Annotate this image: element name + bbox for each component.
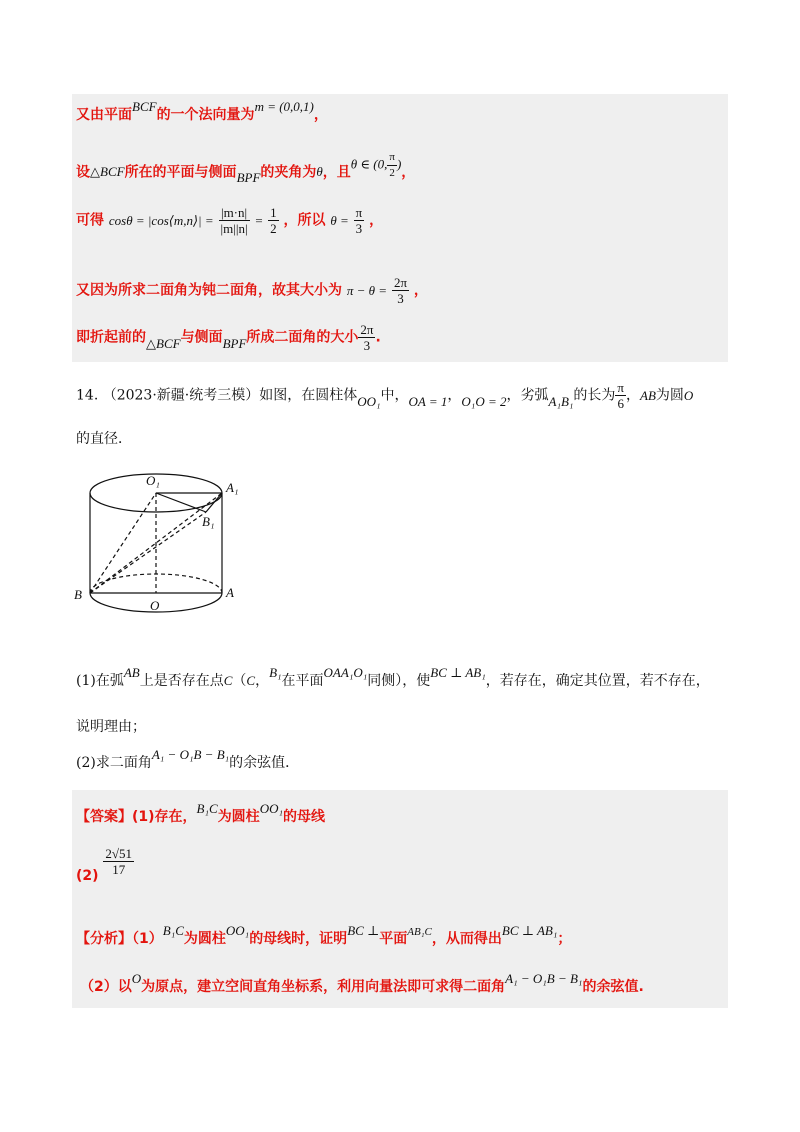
math-cos-theta: cosθ = |cos⟨m,n⟩| = xyxy=(108,212,214,228)
question-1-continued: 说明理由； xyxy=(76,719,146,735)
segment-o1-b1 xyxy=(156,493,206,512)
label-o1: O₁ xyxy=(146,473,160,488)
cylinder-figure xyxy=(70,462,250,638)
math-fraction-half: $\frac{1}{2}$ xyxy=(270,205,277,236)
math-normal-vector: m = (0,0,1) xyxy=(254,99,314,114)
segment-b-o1 xyxy=(90,493,156,593)
math-fraction-answer: $\frac{2√51}{17}$ xyxy=(105,846,133,877)
math-theta-range: θ ∈ (0, $\frac{\pi}{2}$ ) xyxy=(350,151,402,179)
solution-line-5: 即折起前的△BCF与侧面BPF所成二面角的大小 $\frac{2\pi}{3}$ . xyxy=(76,322,381,353)
solution-line-3: 可得 cosθ = |cos⟨m,n⟩| = $\frac{|m\cdot n|}{|m||n|}$ = $\frac{1}{2}$ ，所以 θ = $\frac{\pi}{3}$ ， xyxy=(76,205,384,236)
math-fraction-2pi-3b: $\frac{2\pi}{3}$ xyxy=(360,322,374,353)
answer-line-2: (2) $\frac{2√51}{17}$ xyxy=(76,846,133,884)
math-fraction-pi-3: $\frac{\pi}{3}$ xyxy=(355,205,363,236)
label-b1: B₁ xyxy=(202,514,215,529)
analysis-line-2: （2）以O为原点，建立空间直角坐标系，利用向量法即可求得二面角A₁ − O₁B − B₁的余弦值. xyxy=(80,971,644,995)
bottom-ellipse-back xyxy=(90,574,222,593)
solution-line-4: 又因为所求二面角为钝二面角，故其大小为 π − θ = $\frac{2\pi}{3}$ ， xyxy=(76,275,428,306)
solution-line-2: 设△BCF所在的平面与侧面BPF的夹角为θ，且θ ∈ (0, $\frac{\pi}{2}$ )， xyxy=(76,151,416,186)
segment-a1-b1 xyxy=(206,493,222,512)
label-a1: A₁ xyxy=(226,480,239,495)
problem-14-line-1: 14. （2023·新疆·统考三模）如图，在圆柱体OO₁中，OA = 1，O₁O = 2，劣弧A₁B₁的长为 $\frac{\pi}{6}$ ，AB为圆O xyxy=(76,380,694,411)
math-triangle-bcf: △BCF xyxy=(90,164,125,180)
question-2: (2)求二面角A₁ − O₁B − B₁的余弦值． xyxy=(76,747,300,771)
question-1: (1)在弧AB上是否存在点C（C，B₁在平面OAA₁O₁同侧），使BC ⊥ AB₁，若存在，确定其位置，若不存在， xyxy=(76,665,710,689)
math-theta: θ xyxy=(316,164,323,180)
solution-line-1: 又由平面BCF的一个法向量为m = (0,0,1)， xyxy=(76,99,328,123)
problem-14-line-2: 的直径． xyxy=(76,431,132,447)
math-plane-bcf: BCF xyxy=(132,99,157,114)
math-fraction-dot: $\frac{|m\cdot n|}{|m||n|}$ xyxy=(220,205,248,236)
segment-b-b1 xyxy=(90,512,206,593)
label-b: B xyxy=(74,587,82,602)
math-fraction-2pi-3: $\frac{2\pi}{3}$ xyxy=(393,275,408,306)
label-a: A xyxy=(226,585,234,600)
math-fraction-pi-6: $\frac{\pi}{6}$ xyxy=(617,380,624,411)
answer-line-1: 【答案】(1)存在，B₁C为圆柱OO₁的母线 xyxy=(76,801,325,825)
math-side-bpf: BPF xyxy=(236,170,261,186)
analysis-line-1: 【分析】（1）B₁C为圆柱OO₁的母线时，证明BC ⊥平面AB₁C，从而得出BC ⊥ AB₁； xyxy=(76,923,572,947)
label-o: O xyxy=(150,598,160,613)
